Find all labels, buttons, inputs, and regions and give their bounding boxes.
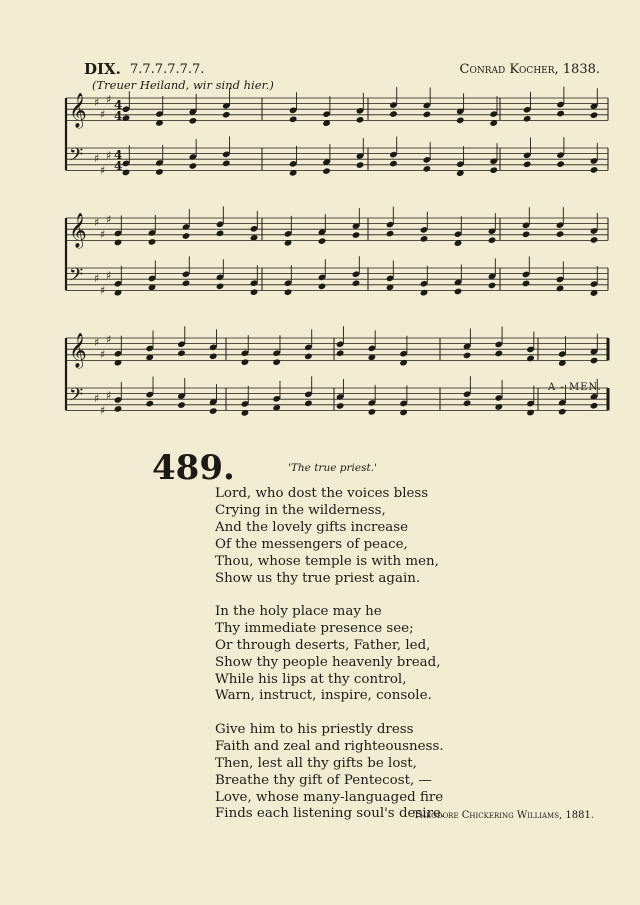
verse-line: Lord, who dost the voices bless [215, 486, 429, 501]
notehead [590, 236, 599, 244]
notehead [272, 358, 281, 366]
sharp-icon: ♯ [100, 228, 106, 241]
notehead [488, 236, 497, 244]
verse-line: Warn, instruct, inspire, console. [215, 688, 432, 704]
verse-line: In the holy place may he [215, 603, 382, 619]
bass-clef-icon: 𝄢 [69, 385, 84, 410]
verse-line: Of the messengers of peace, [215, 536, 408, 552]
sharp-icon: ♯ [94, 96, 100, 109]
notehead [558, 408, 567, 416]
notehead [399, 409, 408, 417]
verse-line: Thou, whose temple is with men, [215, 553, 439, 569]
notehead [456, 117, 465, 125]
tune-meter: 7.7.7.7.7.7. [130, 62, 205, 77]
notehead [216, 230, 225, 238]
notehead [352, 279, 361, 287]
notehead [463, 399, 472, 407]
verse-line: Love, whose many-languaged fire [215, 789, 444, 805]
verse-line: And the lovely gifts increase [215, 519, 409, 535]
amen-label: A - MEN. [548, 382, 602, 393]
notehead [122, 169, 131, 177]
verse-1 [215, 486, 445, 587]
notehead [241, 358, 250, 366]
notehead [177, 349, 186, 357]
notehead [289, 116, 298, 124]
notehead [590, 402, 599, 410]
sharp-icon: ♯ [100, 164, 106, 177]
sharp-icon: ♯ [100, 284, 106, 297]
notehead [463, 352, 472, 360]
verse-line: Give him to his priestly dress [215, 721, 414, 737]
verse-line: Show thy people heavenly bread, [215, 654, 441, 670]
time-signature: 4 [114, 148, 123, 162]
notehead [523, 115, 532, 123]
verse-line: Faith and zeal and righteousness. [215, 738, 444, 754]
treble-clef-icon: 𝄞 [69, 213, 87, 248]
notehead [386, 230, 395, 238]
notehead [122, 114, 131, 122]
notehead [420, 235, 429, 243]
verse-line: Show us thy true priest again. [215, 570, 421, 586]
notehead [114, 239, 123, 247]
notehead [209, 353, 218, 361]
notehead [556, 110, 565, 118]
sharp-icon: ♯ [100, 108, 106, 121]
author-credit: Theodore Chickering Williams, 1881. [413, 810, 594, 821]
notehead [114, 405, 123, 413]
notehead [489, 166, 498, 174]
verse-line: Or through deserts, Father, led, [215, 637, 431, 653]
tune-name: DIX. [84, 60, 121, 78]
notehead [182, 279, 191, 287]
notehead [318, 283, 327, 291]
notehead [222, 160, 231, 168]
notehead [284, 288, 293, 296]
notehead [423, 111, 432, 119]
notehead [182, 232, 191, 240]
notehead [177, 401, 186, 409]
notehead [523, 161, 532, 169]
notehead [318, 237, 327, 245]
notehead [590, 357, 599, 365]
sharp-icon: ♯ [106, 389, 112, 402]
notehead [148, 238, 157, 246]
notehead [189, 162, 198, 170]
hymn-number: 489. [152, 448, 235, 488]
sharp-icon: ♯ [106, 333, 112, 346]
verse-line: Thy immediate presence see; [215, 620, 414, 636]
hymn-title: 'The true priest.' [288, 462, 377, 474]
notehead [322, 167, 331, 175]
notehead [389, 110, 398, 118]
notehead [209, 407, 218, 415]
notehead [556, 160, 565, 168]
notehead [356, 116, 365, 124]
notehead [556, 230, 565, 238]
verse-line: Breathe thy gift of Pentecost, — [215, 772, 432, 788]
sharp-icon: ♯ [94, 392, 100, 405]
notehead [522, 280, 531, 288]
notehead [526, 409, 535, 417]
notehead [488, 282, 497, 290]
notehead [590, 111, 599, 119]
sharp-icon: ♯ [94, 272, 100, 285]
verse-2 [215, 604, 445, 705]
hymn-text [215, 486, 445, 840]
sharp-icon: ♯ [106, 269, 112, 282]
verse-line: While his lips at thy control, [215, 671, 407, 687]
sharp-icon: ♯ [94, 336, 100, 349]
notehead [494, 350, 503, 358]
notehead [336, 349, 345, 357]
verse-line: Finds each listening soul's desire. [215, 806, 446, 822]
notehead [423, 165, 432, 173]
notehead [222, 111, 231, 119]
composer-credit: Conrad Kocher, 1838. [459, 62, 600, 77]
sharp-icon: ♯ [106, 93, 112, 106]
verse-line: Crying in the wilderness, [215, 502, 386, 518]
notehead [250, 288, 259, 296]
sharp-icon: ♯ [106, 213, 112, 226]
music-score [0, 0, 640, 440]
treble-clef-icon: 𝄞 [69, 93, 87, 128]
sharp-icon: ♯ [94, 152, 100, 165]
notehead [526, 355, 535, 363]
verse-line: Then, lest all thy gifts be lost, [215, 755, 417, 771]
notehead [336, 402, 345, 410]
notehead [590, 166, 599, 174]
sharp-icon: ♯ [94, 216, 100, 229]
bass-clef-icon: 𝄢 [69, 265, 84, 290]
treble-clef-icon: 𝄞 [69, 333, 87, 368]
notehead [556, 285, 565, 293]
notehead [352, 231, 361, 239]
notehead [216, 283, 225, 291]
notehead [368, 408, 377, 416]
time-signature: 4 [114, 109, 123, 123]
time-signature: 4 [114, 159, 123, 173]
sharp-icon: ♯ [106, 149, 112, 162]
sharp-icon: ♯ [100, 404, 106, 417]
notehead [145, 400, 154, 408]
verse-3 [215, 722, 445, 823]
tune-subtitle: (Treuer Heiland, wir sind hier.) [92, 78, 274, 92]
notehead [494, 403, 503, 411]
time-signature: 4 [114, 98, 123, 112]
bass-clef-icon: 𝄢 [69, 145, 84, 170]
sharp-icon: ♯ [100, 348, 106, 361]
notehead [189, 117, 198, 125]
notehead [304, 353, 313, 361]
notehead [522, 231, 531, 239]
notehead [155, 168, 164, 176]
notehead [304, 400, 313, 408]
notehead [356, 161, 365, 169]
notehead [454, 288, 463, 296]
notehead [389, 160, 398, 168]
